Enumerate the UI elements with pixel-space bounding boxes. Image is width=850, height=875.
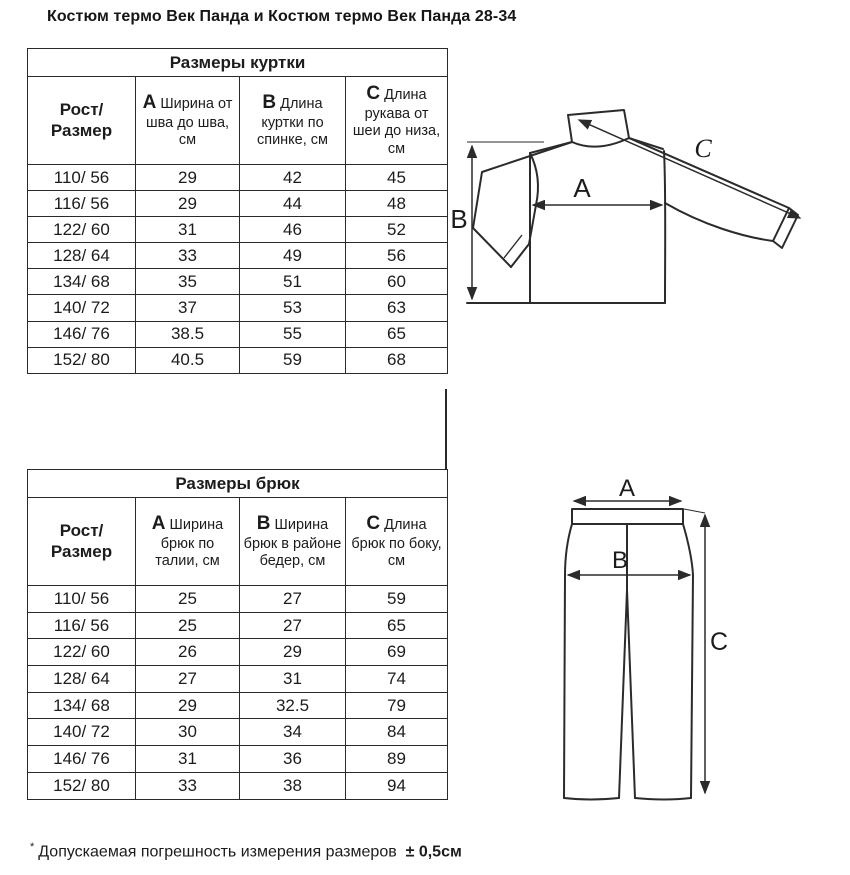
table-row [28, 321, 448, 347]
jacket-col-c-header [346, 77, 448, 165]
table-row [28, 191, 448, 217]
table-row [28, 639, 448, 666]
table-row [28, 719, 448, 746]
size-cell: 122/ 60 [28, 217, 136, 243]
pants-size-table [27, 469, 448, 800]
value-cell: 79 [346, 692, 448, 719]
col-desc-c: Длина брюк по боку, см [351, 516, 442, 569]
size-cell: 146/ 76 [28, 321, 136, 347]
table-row [28, 746, 448, 773]
size-cell: 128/ 64 [28, 666, 136, 693]
value-cell: 40.5 [136, 347, 240, 373]
pants-waistband-shape [572, 509, 683, 524]
pants-col-c-header [346, 498, 448, 586]
value-cell: 30 [136, 719, 240, 746]
value-cell: 42 [240, 165, 346, 191]
table-row [28, 269, 448, 295]
value-cell: 29 [136, 692, 240, 719]
col-letter-b: B [262, 91, 277, 113]
pants-right-outer-line [683, 524, 693, 798]
value-cell: 53 [240, 295, 346, 321]
table-row [28, 692, 448, 719]
value-cell: 59 [346, 586, 448, 613]
jacket-col-b-header [240, 77, 346, 165]
jacket-body-right-line [664, 151, 665, 303]
pants-table-header-row [28, 498, 448, 586]
size-cell: 110/ 56 [28, 586, 136, 613]
col-desc-a: Ширина брюк по талии, см [155, 516, 224, 569]
size-cell: 134/ 68 [28, 269, 136, 295]
value-cell: 44 [240, 191, 346, 217]
value-cell: 27 [240, 586, 346, 613]
jacket-left-armhole-seam [530, 153, 538, 205]
value-cell: 29 [240, 639, 346, 666]
jacket-left-cuff-line [504, 235, 522, 258]
col-letter-a: A [151, 512, 166, 534]
value-cell: 65 [346, 612, 448, 639]
footnote-asterisk: * [30, 841, 35, 853]
pants-table-title: Размеры брюк [28, 470, 448, 498]
jacket-dim-c-arrow [579, 120, 800, 218]
size-cell: 122/ 60 [28, 639, 136, 666]
size-cell: 146/ 76 [28, 746, 136, 773]
table-row [28, 347, 448, 373]
pants-dim-a-label: A [618, 478, 636, 502]
pants-drawing [550, 478, 735, 828]
value-cell: 69 [346, 639, 448, 666]
pants-dim-c-label: C [710, 628, 729, 656]
col-desc-c: Длина рукава от шеи до низа, см [352, 87, 441, 157]
size-cell: 140/ 72 [28, 719, 136, 746]
table-row [28, 666, 448, 693]
pants-right-inner-line [627, 590, 635, 798]
table-row [28, 295, 448, 321]
pants-diagram [550, 478, 735, 828]
jacket-drawing [445, 95, 850, 335]
value-cell: 49 [240, 243, 346, 269]
value-cell: 33 [136, 772, 240, 799]
size-cell: 116/ 56 [28, 612, 136, 639]
table-row [28, 217, 448, 243]
pants-table-title-row [28, 470, 448, 498]
jacket-diagram [445, 95, 850, 335]
c-guide-top [684, 509, 705, 513]
value-cell: 52 [346, 217, 448, 243]
size-cell: 128/ 64 [28, 243, 136, 269]
col-desc-b: Длина куртки по спинке, см [256, 95, 329, 148]
pants-col-a-header [136, 498, 240, 586]
size-cell: 134/ 68 [28, 692, 136, 719]
pants-table-body [28, 586, 448, 800]
footnote [30, 841, 462, 861]
col-letter-a: A [142, 91, 157, 113]
size-cell: 140/ 72 [28, 295, 136, 321]
size-cell: 110/ 56 [28, 165, 136, 191]
jacket-table-title: Размеры куртки [28, 49, 448, 77]
value-cell: 89 [346, 746, 448, 773]
page-title: Костюм термо Век Панда и Костюм термо Век Панда 28-34 [47, 8, 517, 25]
table-row [28, 165, 448, 191]
value-cell: 31 [136, 217, 240, 243]
value-cell: 31 [136, 746, 240, 773]
value-cell: 32.5 [240, 692, 346, 719]
value-cell: 29 [136, 165, 240, 191]
jacket-row-header: Рост/Размер [28, 77, 136, 165]
value-cell: 46 [240, 217, 346, 243]
value-cell: 55 [240, 321, 346, 347]
value-cell: 59 [240, 347, 346, 373]
value-cell: 34 [240, 719, 346, 746]
size-cell: 116/ 56 [28, 191, 136, 217]
value-cell: 36 [240, 746, 346, 773]
value-cell: 84 [346, 719, 448, 746]
jacket-left-sleeve-inner [511, 205, 536, 267]
jacket-table-header-row [28, 77, 448, 165]
size-cell: 152/ 80 [28, 347, 136, 373]
value-cell: 29 [136, 191, 240, 217]
value-cell: 35 [136, 269, 240, 295]
value-cell: 63 [346, 295, 448, 321]
jacket-dim-c-label: C [694, 134, 712, 163]
col-desc-a: Ширина от шва до шва, см [145, 95, 233, 148]
jacket-size-table [27, 48, 448, 374]
value-cell: 38 [240, 772, 346, 799]
value-cell: 65 [346, 321, 448, 347]
value-cell: 37 [136, 295, 240, 321]
value-cell: 38.5 [136, 321, 240, 347]
value-cell: 25 [136, 586, 240, 613]
value-cell: 51 [240, 269, 346, 295]
jacket-table-title-row [28, 49, 448, 77]
footnote-tolerance: ± 0,5см [405, 843, 462, 861]
col-letter-c: C [366, 83, 381, 105]
value-cell: 27 [240, 612, 346, 639]
jacket-right-cuff-shape [773, 208, 798, 248]
value-cell: 27 [136, 666, 240, 693]
value-cell: 68 [346, 347, 448, 373]
jacket-dim-a-label: A [573, 173, 591, 203]
col-letter-c: C [366, 512, 381, 534]
pants-right-hem-line [635, 798, 691, 800]
value-cell: 33 [136, 243, 240, 269]
table-row [28, 772, 448, 799]
jacket-dim-b-label: B [450, 204, 468, 234]
value-cell: 94 [346, 772, 448, 799]
pants-dim-b-label: B [611, 547, 629, 574]
value-cell: 25 [136, 612, 240, 639]
value-cell: 31 [240, 666, 346, 693]
value-cell: 48 [346, 191, 448, 217]
value-cell: 56 [346, 243, 448, 269]
table-row [28, 586, 448, 613]
pants-row-header: Рост/Размер [28, 498, 136, 586]
value-cell: 26 [136, 639, 240, 666]
col-letter-b: B [256, 512, 271, 534]
table-row [28, 612, 448, 639]
jacket-col-a-header [136, 77, 240, 165]
jacket-right-sleeve-bottom [665, 203, 773, 241]
footnote-text: Допускаемая погрешность измерения размеров [38, 843, 397, 861]
table-connector-line [445, 389, 447, 471]
pants-left-outer-line [564, 524, 572, 798]
value-cell: 74 [346, 666, 448, 693]
value-cell: 60 [346, 269, 448, 295]
pants-col-b-header [240, 498, 346, 586]
jacket-table-body [28, 165, 448, 374]
col-desc-b: Ширина брюк в районе бедер, см [243, 516, 342, 569]
value-cell: 45 [346, 165, 448, 191]
size-cell: 152/ 80 [28, 772, 136, 799]
table-row [28, 243, 448, 269]
pants-left-hem-line [564, 798, 619, 800]
